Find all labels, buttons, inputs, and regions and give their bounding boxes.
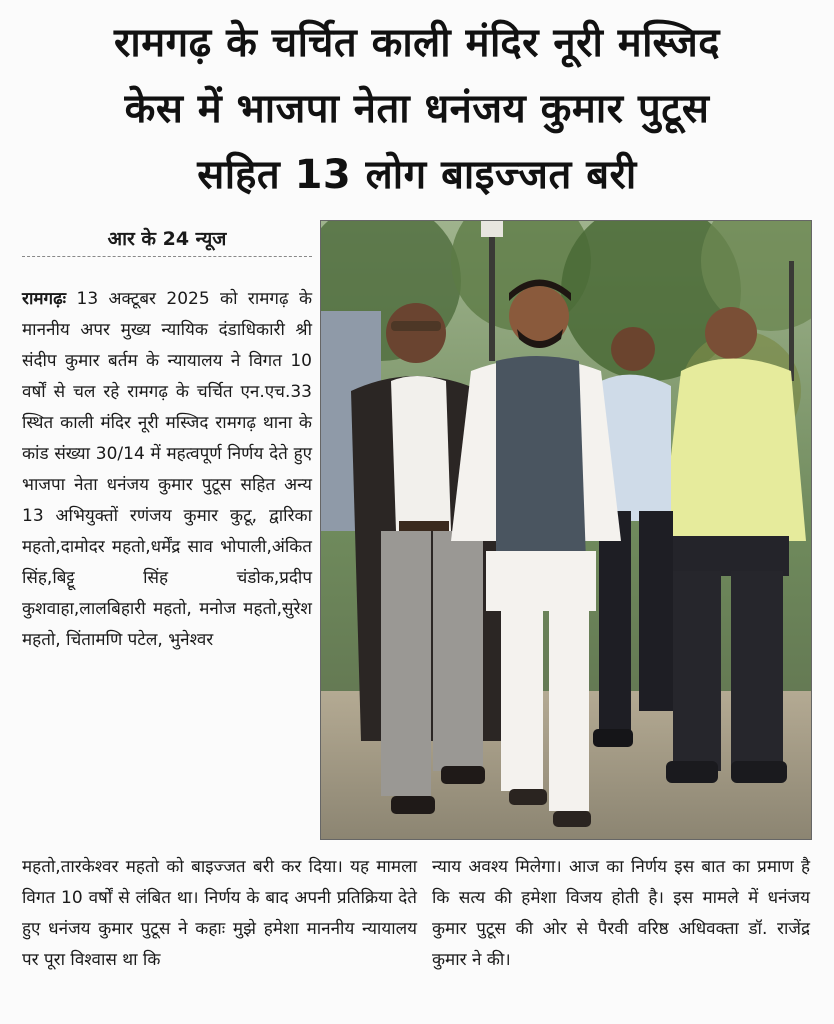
byline-divider [22, 256, 312, 257]
lamp-post [489, 231, 495, 361]
byline: आर के 24 न्यूज [107, 228, 227, 250]
article-column-bottom-left: महतो,तारकेश्वर महतो को बाइज्जत बरी कर दिया। यह मामला विगत 10 वर्षों से लंबित था। निर्णय के बाद अपनी प्रतिक्रिया देते हुए धनंजय कुमार पुटूस ने कहाः मुझे हमेशा माननीय न्यायालय पर पूरा विश्वास था कि [22, 857, 417, 970]
news-photo [320, 220, 812, 840]
photo-illustration [321, 221, 811, 839]
article-column-text [22, 284, 312, 656]
article-column-bottom-right: न्याय अवश्य मिलेगा। आज का निर्णय इस बात का प्रमाण है कि सत्य की हमेशा विजय होती है। इस मामले में धनंजय कुमार पुटूस की ओर से पैरवी वरिष्ठ अधिवक्ता डॉ. राजेंद्र कुमार ने की। [432, 857, 810, 970]
headline-line-1: रामगढ़ के चर्चित काली मंदिर नूरी मस्जिद [113, 20, 721, 66]
headline-line-3: सहित 13 लोग बाइज्जत बरी [197, 152, 637, 198]
dateline: रामगढ़ः [22, 289, 67, 309]
headline-line-2: केस में भाजपा नेता धनंजय कुमार पुटूस [124, 86, 710, 132]
article-body-part-1: 13 अक्टूबर 2025 को रामगढ़ के माननीय अपर मुख्य न्यायिक दंडाधिकारी श्री संदीप कुमार बर्तम के न्यायालय ने विगत 10 वर्षों से चल रहे रामगढ़ के चर्चित एन.एच.33 स्थित काली मंदिर नूरी मस्जिद रामगढ़ थाना के कांड संख्या 30/14 में महत्वपूर्ण निर्णय देते हुए भाजपा नेता धनंजय कुमार पुटूस सहित अन्य 13 अभियुक्तों रणंजय कुमार कुटू, द्वारिका महतो,दामोदर महतो,धर्मेंद्र साव भोपाली,अंकित सिंह,बिट्टू सिंह चंडोक,प्रदीप कुशवाहा,लालबिहारी महतो, मनोज महतो,सुरेश महतो, चिंतामणि पटेल, भुनेश्वर [22, 289, 312, 650]
headline [0, 10, 834, 208]
